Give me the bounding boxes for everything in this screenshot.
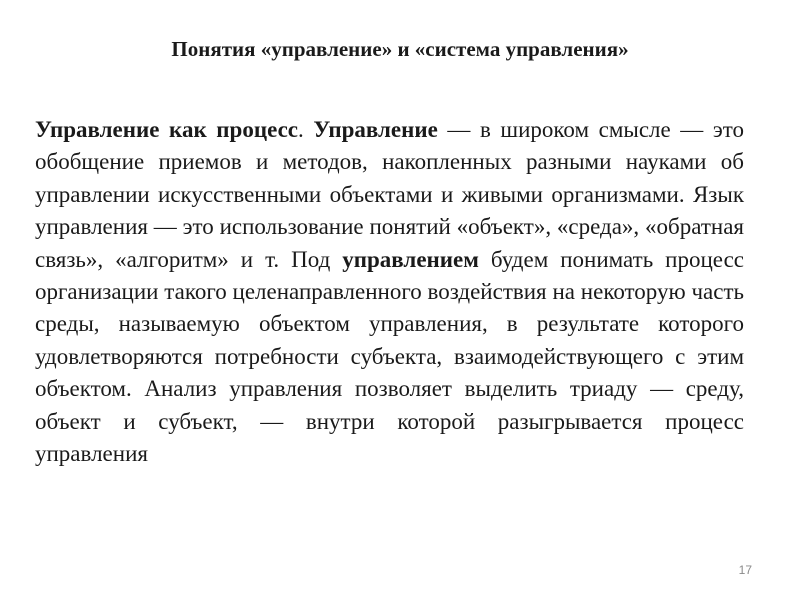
paragraph-text-1: — в широком смысле — это обобщение приемов и методов, накопленных разными науками об управлении искусственными объектами и живыми организмами. Язык управления — это использование понятий «объект», «среда», «обратная связь», «алгоритм» и т. Под [35,117,745,272]
term-management: Управление [313,117,438,142]
page-number: 17 [738,563,752,577]
paragraph-text-2: будем понимать процесс организации такого целенаправленного воздействия на некоторую часть среды, называемую объектом управления, в результате которого удовлетворяются потребности субъекта, взаимодействующего с этим объектом. Анализ управления позволяет выделить триаду — среду, объект и субъект, — внутри которой разыгрывается процесс управления [35,246,744,467]
lead-separator: . [298,117,314,142]
term-management-definition: управлением [342,246,479,272]
body-paragraph [35,114,744,470]
slide-title: Понятия «управление» и «система управления» [171,37,629,61]
lead-heading: Управление как процесс [35,117,298,142]
